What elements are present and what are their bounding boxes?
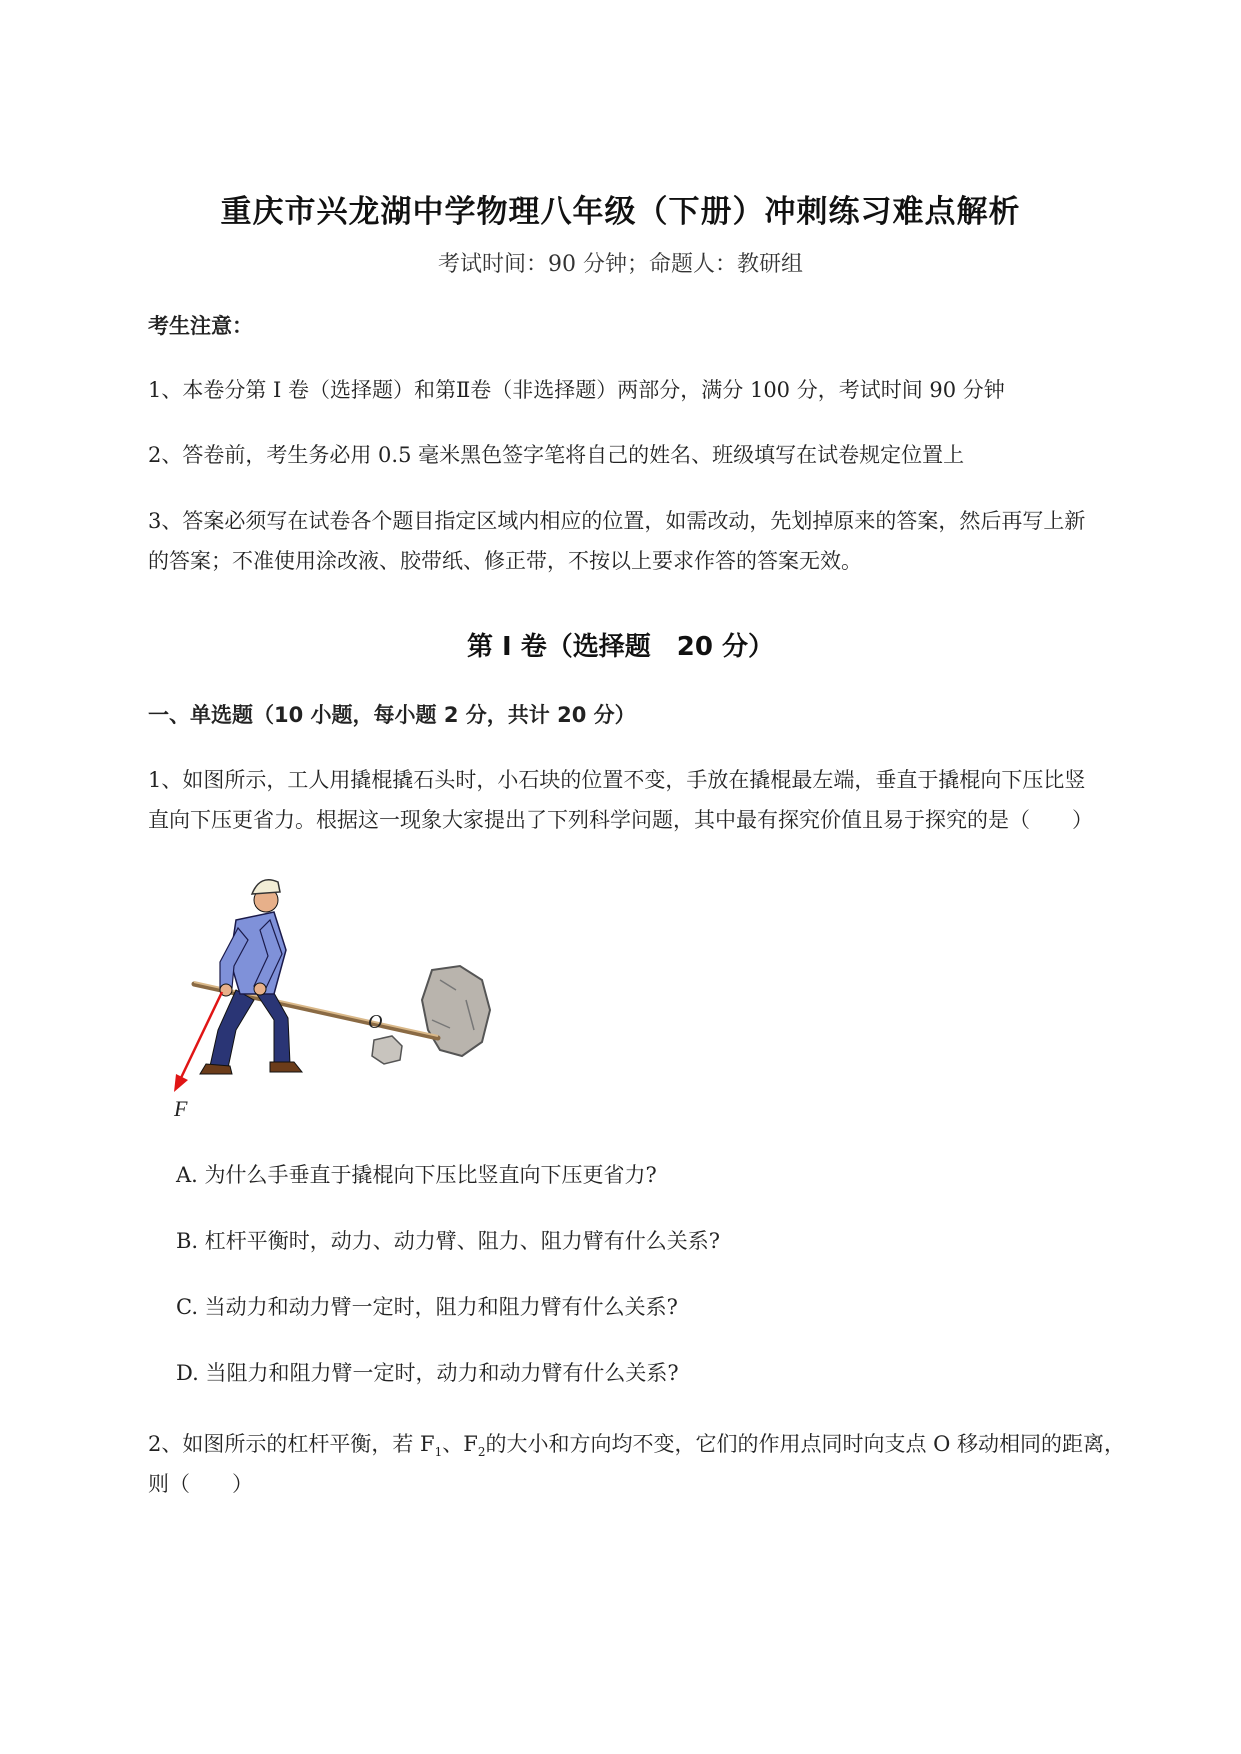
question-1-line1: 1、如图所示，工人用撬棍撬石头时，小石块的位置不变，手放在撬棍最左端，垂直于撬棍向下压比竖: [148, 768, 1086, 792]
question-2-line1: [148, 1424, 1125, 1472]
question-2-line2: 则（ ）: [148, 1472, 253, 1496]
large-rock: [422, 966, 490, 1056]
section-title: 第 I 卷（选择题 20 分）: [466, 632, 774, 662]
q2-text-post: 的大小和方向均不变，它们的作用点同时向支点 O 移动相同的距离，: [485, 1432, 1126, 1456]
option-b: B. 杠杆平衡时，动力、动力臂、阻力、阻力臂有什么关系?: [176, 1229, 721, 1253]
option-c: C. 当动力和动力臂一定时，阻力和阻力臂有什么关系?: [176, 1295, 678, 1319]
option-a: A. 为什么手垂直于撬棍向下压比竖直向下压更省力?: [176, 1163, 657, 1187]
notice-item-2: 2、答卷前，考生务必用 0.5 毫米黑色签字笔将自己的姓名、班级填写在试卷规定位置上: [148, 443, 965, 467]
worker: [200, 880, 302, 1074]
fulcrum-stone: [372, 1036, 402, 1064]
q2-sub-1: 1: [434, 1445, 443, 1460]
lever-figure: [170, 870, 510, 1120]
question-1-line2: 直向下压更省力。根据这一现象大家提出了下列科学问题，其中最有探究价值且易于探究的是（ ）: [148, 808, 1093, 832]
notice-item-3-line2: 的答案；不准使用涂改液、胶带纸、修正带，不按以上要求作答的答案无效。: [148, 549, 862, 573]
exam-info: 考试时间：90 分钟；命题人：教研组: [438, 252, 803, 277]
q2-text-pre: 2、如图所示的杠杆平衡，若 F: [148, 1432, 435, 1456]
part-heading: 一、单选题（10 小题，每小题 2 分，共计 20 分）: [148, 703, 636, 727]
option-d: D. 当阻力和阻力臂一定时，动力和动力臂有什么关系?: [176, 1361, 679, 1385]
notice-item-1: 1、本卷分第 I 卷（选择题）和第Ⅱ卷（非选择题）两部分，满分 100 分，考试时间 90 分钟: [148, 378, 1005, 402]
notice-item-3-line1: 3、答案必须写在试卷各个题目指定区域内相应的位置，如需改动，先划掉原来的答案，然后再写上新: [148, 509, 1086, 533]
notice-heading: 考生注意：: [148, 314, 253, 338]
q2-sub-2: 2: [477, 1445, 486, 1460]
q2-text-mid: 、F: [442, 1432, 478, 1456]
fulcrum-label: O: [368, 1011, 383, 1033]
page-title: 重庆市兴龙湖中学物理八年级（下册）冲刺练习难点解析: [220, 194, 1021, 230]
force-label: F: [174, 1096, 188, 1120]
hard-hat: [252, 880, 280, 894]
